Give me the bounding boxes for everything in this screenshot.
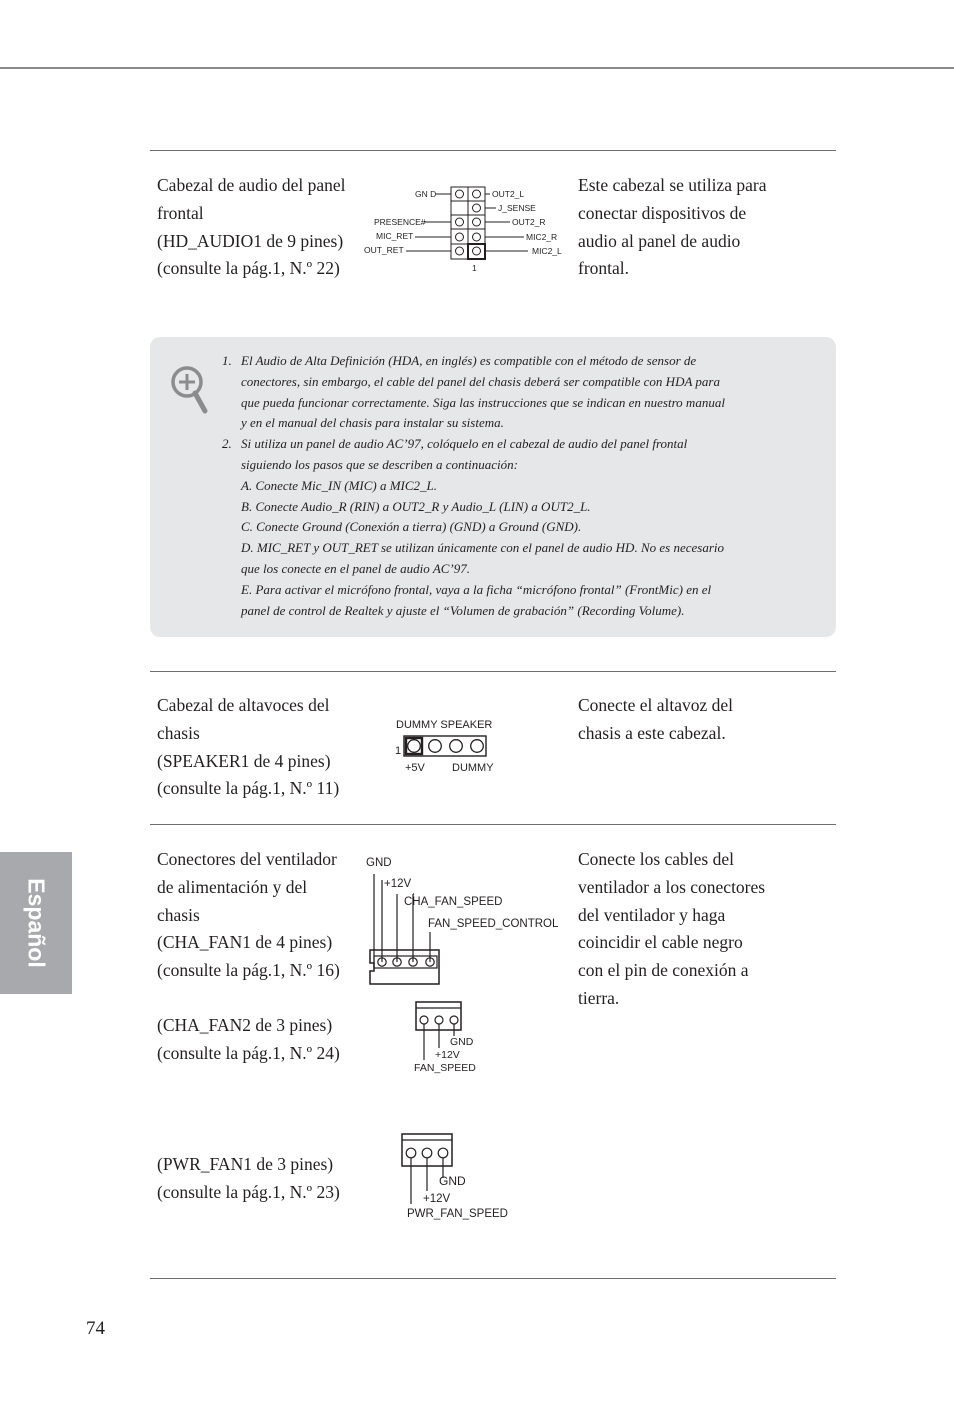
cha-fan2-description	[157, 1012, 340, 1068]
text-line: audio al panel de audio	[578, 230, 741, 251]
fan-label-12v: +12V	[384, 878, 412, 890]
pin-label-gnd: GN D	[415, 189, 437, 199]
pin-one-label: 1	[472, 263, 477, 273]
magnifier-icon	[170, 365, 210, 415]
text-line: con el pin de conexión a	[578, 960, 749, 981]
text-line: Cabezal de audio del panel	[157, 175, 346, 195]
fan-label-speed: PWR_FAN_SPEED	[407, 1208, 508, 1220]
note-line: siguiendo los pasos que se describen a continuación:	[241, 456, 518, 472]
text-line: (consulte la pág.1, N.º 22)	[157, 258, 340, 279]
pin-label-mic-ret: MIC_RET	[376, 231, 414, 241]
note-line: E. Para activar el micrófono frontal, vaya a la ficha “micrófono frontal” (FrontMic) en el	[241, 581, 712, 597]
pwr-fan1-pin-diagram	[395, 1128, 525, 1223]
language-side-tab	[0, 852, 72, 994]
hd-audio-pin-diagram	[360, 180, 570, 280]
note-line: B. Conecte Audio_R (RIN) a OUT2_R y Audio_L (LIN) a OUT2_L.	[241, 498, 591, 514]
speaker-header-instructions	[578, 692, 733, 748]
pin-label-mic2-l: MIC2_L	[532, 246, 562, 256]
text-line: chasis	[157, 722, 200, 743]
text-line: coincidir el cable negro	[578, 932, 743, 953]
speaker-top-label: DUMMY SPEAKER	[396, 719, 493, 731]
text-line: Conectores del ventilador	[157, 849, 337, 869]
fan-header-description	[157, 846, 340, 985]
note-line: D. MIC_RET y OUT_RET se utilizan únicamente con el panel de audio HD. No es necesario	[241, 540, 724, 556]
note-line: que pueda funcionar correctamente. Siga las instrucciones que se indican en nuestro manual	[241, 394, 725, 410]
speaker-pin-diagram	[390, 712, 520, 777]
note-line: que los conecte en el panel de audio AC’97.	[241, 560, 471, 576]
text-line: frontal.	[578, 258, 630, 279]
fan-label-gnd: GND	[439, 1174, 466, 1188]
page-number: 74	[86, 1318, 105, 1339]
fan-label-gnd: GND	[366, 857, 392, 869]
text-line: tierra.	[578, 987, 620, 1008]
text-line: (CHA_FAN2 de 3 pines)	[157, 1015, 333, 1035]
speaker-header-description	[157, 692, 339, 803]
note-line: A. Conecte Mic_IN (MIC) a MIC2_L.	[241, 477, 438, 493]
note-line: El Audio de Alta Definición (HDA, en inglés) es compatible con el método de sensor de	[241, 353, 697, 368]
pin-label-j-sense: J_SENSE	[498, 203, 536, 213]
pwr-fan1-description	[157, 1151, 340, 1207]
text-line: Conecte los cables del	[578, 849, 734, 869]
pin-label-out-ret: OUT_RET	[364, 245, 404, 255]
pin-label-out2-r: OUT2_R	[512, 217, 546, 227]
text-line: (SPEAKER1 de 4 pines)	[157, 750, 331, 771]
audio-header-description	[157, 172, 346, 283]
note-number: 1.	[222, 353, 232, 368]
cha-fan2-pin-diagram	[405, 998, 505, 1078]
section-divider	[150, 150, 836, 151]
text-line: Conecte el altavoz del	[578, 695, 733, 715]
top-divider	[0, 67, 954, 69]
text-line: de alimentación y del	[157, 876, 308, 897]
text-line: chasis a este cabezal.	[578, 722, 726, 743]
text-line: (consulte la pág.1, N.º 23)	[157, 1181, 340, 1202]
section-divider	[150, 824, 836, 825]
text-line: frontal	[157, 202, 204, 223]
audio-header-instructions	[578, 172, 767, 283]
pin-label-presence: PRESENCE#	[374, 217, 426, 227]
fan-label-speed: CHA_FAN_SPEED	[404, 896, 503, 908]
pin-label-out2-l: OUT2_L	[492, 189, 525, 199]
note-line: conectores, sin embargo, el cable del panel del chasis deberá ser compatible con HDA para	[241, 373, 720, 389]
text-line: (consulte la pág.1, N.º 11)	[157, 778, 340, 799]
text-line: chasis	[157, 904, 200, 925]
note-line: panel de control de Realtek y ajuste el “Volumen de grabación” (Recording Volume).	[241, 602, 685, 618]
text-line: (HD_AUDIO1 de 9 pines)	[157, 230, 344, 251]
text-line: Cabezal de altavoces del	[157, 695, 330, 715]
fan-label-12v: +12V	[423, 1193, 451, 1205]
fan-label-control: FAN_SPEED_CONTROL	[428, 918, 559, 930]
note-line: Si utiliza un panel de audio AC’97, colóquelo en el cabezal de audio del panel frontal	[241, 436, 688, 452]
text-line: del ventilador y haga	[578, 904, 726, 925]
pin-label-mic2-r: MIC2_R	[526, 232, 558, 242]
note-line: C. Conecte Ground (Conexión a tierra) (GND) a Ground (GND).	[241, 519, 582, 535]
section-divider	[150, 1278, 836, 1279]
text-line: ventilador a los conectores	[578, 876, 766, 897]
note-list	[222, 351, 792, 621]
note-number: 2.	[222, 436, 232, 452]
text-line: (CHA_FAN1 de 4 pines)	[157, 932, 333, 953]
fan-label-12v: +12V	[435, 1049, 460, 1061]
note-item	[222, 434, 792, 455]
fan-header-instructions	[578, 846, 765, 1013]
speaker-label-5v: +5V	[405, 762, 425, 774]
text-line: (PWR_FAN1 de 3 pines)	[157, 1154, 334, 1174]
text-line: Este cabezal se utiliza para	[578, 175, 767, 195]
text-line: (consulte la pág.1, N.º 16)	[157, 960, 340, 981]
text-line: conectar dispositivos de	[578, 202, 747, 223]
note-item	[222, 351, 792, 372]
section-divider	[150, 671, 836, 672]
language-label: Español	[23, 878, 50, 968]
pin-one-label: 1	[395, 745, 402, 757]
speaker-label-dummy: DUMMY	[452, 762, 494, 774]
note-line: y en el manual del chasis para instalar su sistema.	[241, 415, 504, 431]
fan-label-speed: FAN_SPEED	[414, 1062, 476, 1074]
text-line: (consulte la pág.1, N.º 24)	[157, 1042, 340, 1063]
fan-label-gnd: GND	[450, 1036, 474, 1048]
cha-fan1-pin-diagram	[360, 850, 570, 990]
